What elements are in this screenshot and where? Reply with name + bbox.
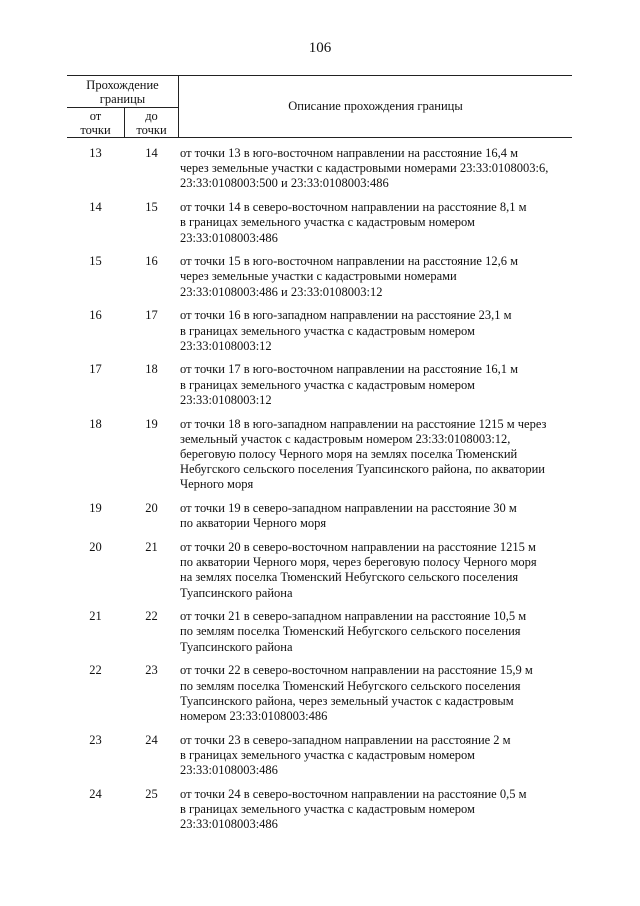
header-to-line2: точки: [136, 123, 167, 137]
table-row: [67, 308, 572, 354]
from-point: 14: [89, 200, 102, 215]
header-from-line2: точки: [80, 123, 111, 137]
boundary-description: от точки 23 в северо-западном направлении на расстояние 2 м в границах земельного участка с кадастровым номером 23:33:0108003:486: [180, 732, 511, 778]
boundary-description: от точки 24 в северо-восточном направлении на расстояние 0,5 м в границах земельного участка с кадастровым номером 23:33:0108003:486: [180, 786, 527, 832]
header-from: [67, 109, 124, 137]
to-point: 21: [145, 539, 158, 554]
header-to-line1: до: [145, 109, 158, 123]
from-point: 22: [89, 663, 102, 678]
header-bottom-rule: [67, 137, 572, 138]
boundary-description: от точки 18 в юго-западном направлении на расстояние 1215 м через земельный участок с кадастровым номером 23:33:0108003:12, береговую полосу Черного моря на землях поселка Тюменский Небугского сельского поселения Туапсинского района, по акватории Черного моря: [180, 416, 547, 492]
table-row: [67, 254, 572, 300]
to-point: 15: [145, 200, 158, 215]
boundary-description: от точки 14 в северо-восточном направлении на расстояние 8,1 м в границах земельного участка с кадастровым номером 23:33:0108003:486: [180, 200, 527, 245]
to-point: 25: [145, 786, 158, 801]
to-point: 16: [145, 254, 158, 269]
table-row: [67, 663, 572, 724]
from-point: 23: [89, 732, 102, 747]
from-point: 15: [89, 254, 102, 269]
from-point: 19: [89, 501, 102, 516]
from-point: 21: [89, 609, 102, 624]
from-point: 24: [89, 786, 102, 801]
boundary-description: от точки 17 в юго-восточном направлении на расстояние 16,1 м в границах земельного участка с кадастровым номером 23:33:0108003:12: [180, 362, 519, 407]
header-to: [125, 109, 178, 137]
from-point: 20: [89, 539, 102, 554]
to-point: 17: [145, 308, 158, 323]
from-point: 16: [89, 308, 102, 323]
table-header: [67, 75, 572, 138]
to-point: 22: [145, 609, 158, 624]
boundary-description: от точки 16 в юго-западном направлении на расстояние 23,1 м в границах земельного участка с кадастровым номером 23:33:0108003:12: [180, 308, 512, 353]
table-row: [67, 609, 572, 655]
boundary-description: от точки 13 в юго-восточном направлении на расстояние 16,4 м через земельные участки с кадастровыми номерами 23:33:0108003:6, 23:33:0108003:500 и 23:33:0108003:486: [180, 146, 549, 191]
table-row: [67, 417, 572, 493]
boundary-description: от точки 20 в северо-восточном направлении на расстояние 1215 м по акватории Черного моря, через береговую полосу Черного моря на землях поселка Тюменский Небугского сельского поселения Туапсинского района: [180, 539, 537, 600]
header-passage-rule: [67, 107, 178, 108]
boundary-description: от точки 21 в северо-западном направлении на расстояние 10,5 м по землям поселка Тюменский Небугского сельского поселения Туапсинского района: [180, 609, 527, 654]
table-row: [67, 501, 572, 531]
table-row: [67, 787, 572, 833]
header-passage: Прохождение границы: [86, 78, 159, 106]
table-row: [67, 733, 572, 779]
from-point: 13: [89, 146, 102, 160]
header-description: Описание прохождения границы: [288, 99, 463, 113]
table-row: [67, 540, 572, 601]
to-point: 24: [145, 732, 158, 747]
to-point: 23: [145, 663, 158, 678]
to-point: 18: [145, 362, 158, 377]
header-top-rule: [67, 75, 572, 76]
to-point: 20: [145, 501, 158, 516]
from-point: 17: [89, 362, 102, 377]
from-point: 18: [89, 416, 102, 431]
to-point: 14: [145, 146, 158, 160]
boundary-description: от точки 15 в юго-восточном направлении на расстояние 12,6 м через земельные участки с кадастровыми номерами 23:33:0108003:486 и 23:33:0108003:12: [180, 254, 519, 299]
to-point: 19: [145, 416, 158, 431]
table-row: [67, 362, 572, 408]
header-from-line1: от: [89, 109, 102, 123]
boundary-description: от точки 22 в северо-восточном направлении на расстояние 15,9 м по землям поселка Тюменский Небугского сельского поселения Туапсинского района, через земельный участок с кадастровым номером 23:33:0108003:486: [180, 663, 533, 723]
boundary-description: от точки 19 в северо-западном направлении на расстояние 30 м по акватории Черного моря: [180, 501, 517, 531]
table-row: [67, 200, 572, 246]
page-number: 106: [308, 40, 332, 56]
table-row: [67, 146, 572, 192]
boundary-rows: [67, 146, 572, 841]
